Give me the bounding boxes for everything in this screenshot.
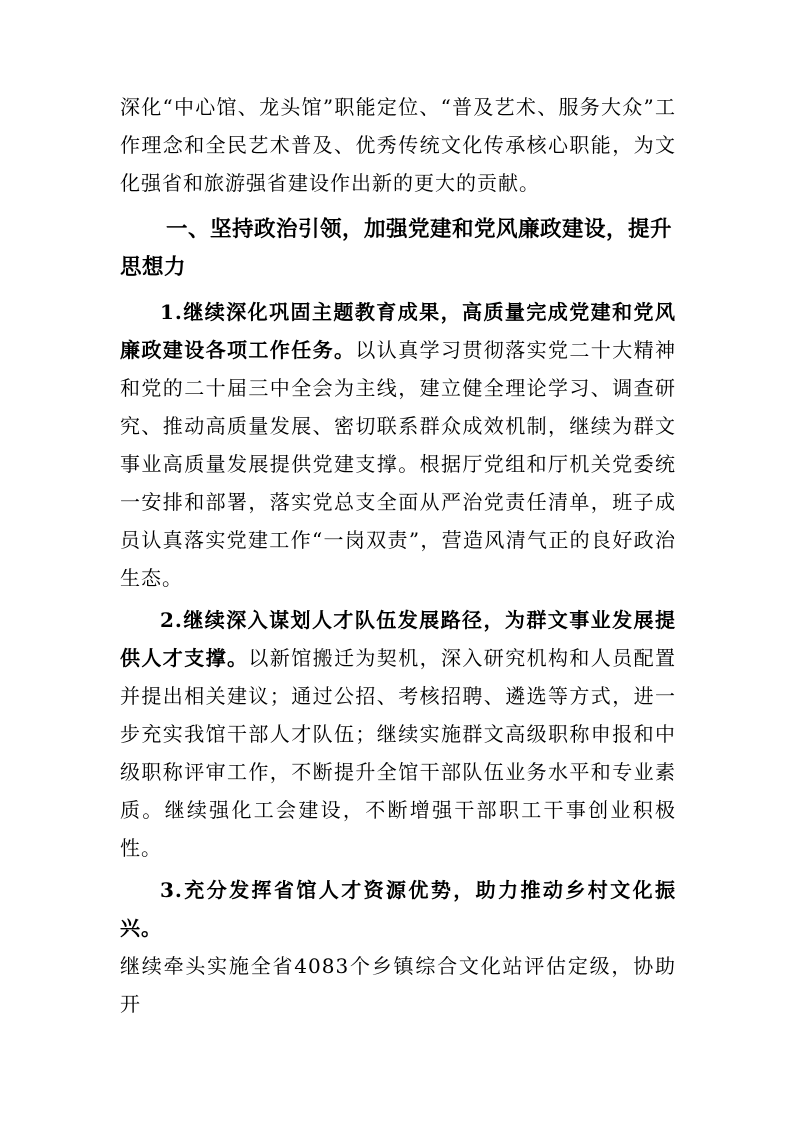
item-lead-2: 2.继续深入谋划人才队伍发展路径，为群文事业发展提供人才支撑。 [120,608,676,670]
item-lead-3: 3.充分发挥省馆人才资源优势，助力推动乡村文化振兴。 [120,878,676,940]
item-lead-1: 1.继续深化巩固主题教育成果，高质量完成党建和党风廉政建设各项工作任务。 [120,300,676,362]
section-heading: 一、坚持政治引领，加强党建和党风廉政建设，提升思想力 [120,217,673,280]
item-body-3: 继续牵头实施全省4083个乡镇综合文化站评估定级，协助开 [120,954,676,1016]
item-heading-3 [120,871,676,947]
item-paragraph-2 [120,601,676,867]
item-body-1: 以认真学习贯彻落实党二十大精神和党的二十届三中全会为主线，建立健全理论学习、调查研究、推动高质量发展、密切联系群众成效机制，继续为群文事业高质量发展提供党建支撑。根据厅党组和厅机关党委统一安排和部署，落实党总支全面从严治党责任清单，班子成员认真落实党建工作“一岗双责”，营造风清气正的良好政治生态。 [120,338,677,590]
item-body-2: 以新馆搬迁为契机，深入研究机构和人员配置并提出相关建议；通过公招、考核招聘、遴选等方式，进一步充实我馆干部人才队伍；继续实施群文高级职称申报和中级职称评审工作，不断提升全馆干部队伍业务水平和专业素质。继续强化工会建设，不断增强干部职工干事创业积极性。 [120,646,677,860]
intro-paragraph: 深化“中心馆、龙头馆”职能定位、“普及艺术、服务大众”工作理念和全民艺术普及、优秀传统文化传承核心职能，为文化强省和旅游强省建设作出新的更大的贡献。 [120,95,676,195]
document-page [120,88,676,1023]
item-paragraph-1 [120,293,676,597]
